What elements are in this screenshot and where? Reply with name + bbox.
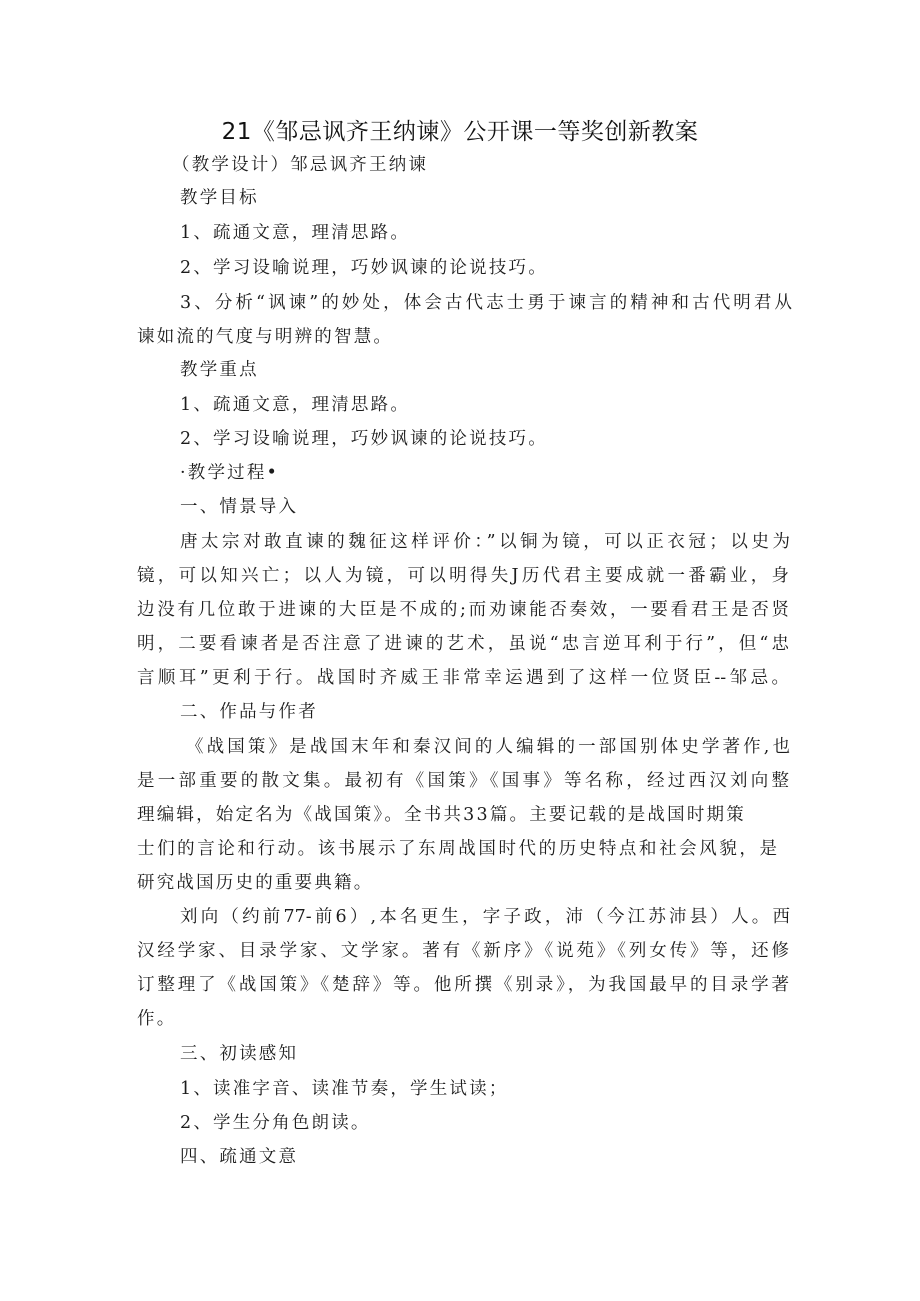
document-title: 21《邹忌讽齐王纳谏》公开课一等奖创新教案 <box>221 119 699 145</box>
objective-2: 2、学习设喻说理，巧妙讽谏的论说技巧。 <box>180 258 548 278</box>
intro-paragraph-line-4: 明，二要看谏者是否注意了进谏的艺术，虽说“忠言逆耳利于行”，但“忠 <box>137 634 789 654</box>
section-heading-process: ·教学过程• <box>180 463 280 483</box>
section-heading-meaning: 四、疏通文意 <box>180 1147 299 1167</box>
work-paragraph-line-4: 士们的言论和行动。该书展示了东周战国时代的历史特点和社会风貌，是 <box>137 839 777 859</box>
work-paragraph-line-3: 理编辑，始定名为《战国策》。全书共33篇。主要记载的是战国时期策 <box>137 805 746 825</box>
focus-1: 1、疏通文意，理清思路。 <box>180 395 411 415</box>
focus-2: 2、学习设喻说理，巧妙讽谏的论说技巧。 <box>180 429 548 449</box>
objective-3-line-1: 3、分析“讽谏”的妙处，体会古代志士勇于谏言的精神和古代明君从 <box>180 293 792 313</box>
intro-paragraph-line-3: 边没有几位敢于进谏的大臣是不成的;而劝谏能否奏效，一要看君王是否贤 <box>137 600 789 620</box>
author-paragraph-line-3: 订整理了《战国策》《楚辞》等。他所撰《别录》，为我国最早的目录学著 <box>137 975 789 995</box>
author-paragraph-line-4: 作。 <box>137 1009 177 1029</box>
section-heading-objectives: 教学目标 <box>180 188 259 208</box>
section-heading-intro: 一、情景导入 <box>180 497 299 517</box>
section-heading-focus: 教学重点 <box>180 360 259 380</box>
first-reading-item-1: 1、读准字音、读准节奏，学生试读； <box>180 1079 509 1099</box>
subtitle-line: （教学设计）邹忌讽齐王纳谏 <box>172 155 429 175</box>
objective-1: 1、疏通文意，理清思路。 <box>180 223 411 243</box>
author-paragraph-line-2: 汉经学家、目录学家、文学家。著有《新序》《说苑》《列女传》等，还修 <box>137 941 789 961</box>
author-paragraph-line-1: 刘向（约前77-前6）,本名更生，字子政，沛（今江苏沛县）人。西 <box>180 907 790 927</box>
work-paragraph-line-5: 研究战国历史的重要典籍。 <box>137 873 374 893</box>
work-paragraph-line-2: 是一部重要的散文集。最初有《国策》《国事》等名称，经过西汉刘向整 <box>137 771 789 791</box>
section-heading-work-author: 二、作品与作者 <box>180 702 318 722</box>
intro-paragraph-line-2: 镜，可以知兴亡；以人为镜，可以明得失J历代君主要成就一番霸业，身 <box>137 566 789 586</box>
work-paragraph-line-1: 《战国策》是战国末年和秦汉间的人编辑的一部国别体史学著作,也 <box>186 737 790 757</box>
section-heading-first-reading: 三、初读感知 <box>180 1044 299 1064</box>
intro-paragraph-line-5: 言顺耳”更利于行。战国时齐威王非常幸运遇到了这样一位贤臣--邹忌。 <box>137 668 789 688</box>
intro-paragraph-line-1: 唐太宗对敢直谏的魏征这样评价：”以铜为镜，可以正衣冠；以史为 <box>180 532 790 552</box>
objective-3-line-2: 谏如流的气度与明辨的智慧。 <box>137 327 394 347</box>
first-reading-item-2: 2、学生分角色朗读。 <box>180 1113 371 1133</box>
